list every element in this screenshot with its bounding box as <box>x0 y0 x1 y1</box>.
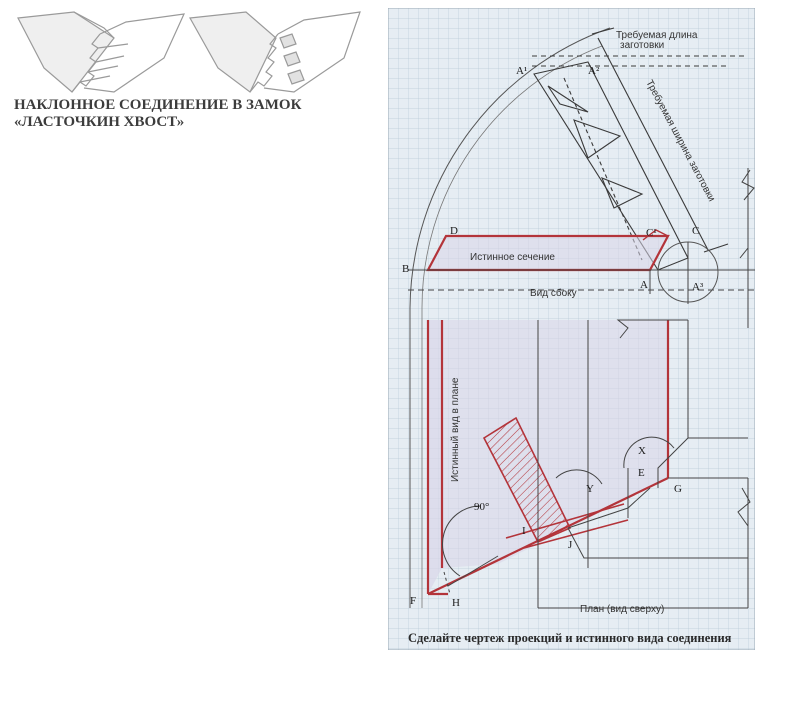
label-angle-90: 90° <box>474 501 490 513</box>
label-C: C <box>692 225 700 237</box>
label-A1: A¹ <box>516 65 528 77</box>
label-side-view: Вид сбоку <box>530 288 577 299</box>
label-X: X <box>638 445 646 457</box>
label-plan-view: План (вид сверху) <box>580 604 665 615</box>
label-B: B <box>402 263 410 275</box>
label-D: D <box>450 225 458 237</box>
label-required-width: Требуемая ширина заготовки <box>643 78 717 204</box>
label-blank: заготовки <box>620 40 665 51</box>
title-line-2: «ЛАСТОЧКИН ХВОСТ» <box>14 114 185 130</box>
label-A3: A³ <box>692 281 704 293</box>
label-true-section: Истинное сечение <box>470 252 555 263</box>
label-required-length: Требуемая длина <box>616 30 698 41</box>
label-Y: Y <box>586 483 594 495</box>
label-F: F <box>410 595 417 607</box>
label-I: I <box>522 525 526 537</box>
joint-sketch-2 <box>190 12 360 92</box>
drawing-canvas <box>388 8 755 650</box>
label-H: H <box>452 597 460 609</box>
intro-panel <box>0 0 375 150</box>
title-line-1: НАКЛОННОЕ СОЕДИНЕНИЕ В ЗАМОК <box>14 97 302 113</box>
dovetail-joint-illustrations <box>14 8 364 94</box>
label-true-plan-view: Истинный вид в плане <box>450 377 461 482</box>
figure-caption: Сделайте чертеж проекций и истинного вида соединения <box>408 631 732 645</box>
label-C1: C¹ <box>646 227 657 239</box>
label-A2: A² <box>588 65 600 77</box>
label-J: J <box>568 539 573 551</box>
joint-sketch-1 <box>18 12 184 92</box>
label-G: G <box>674 483 682 495</box>
label-E: E <box>638 467 645 479</box>
technical-drawing <box>388 8 755 650</box>
joint-title <box>14 97 374 131</box>
label-A: A <box>640 279 648 291</box>
